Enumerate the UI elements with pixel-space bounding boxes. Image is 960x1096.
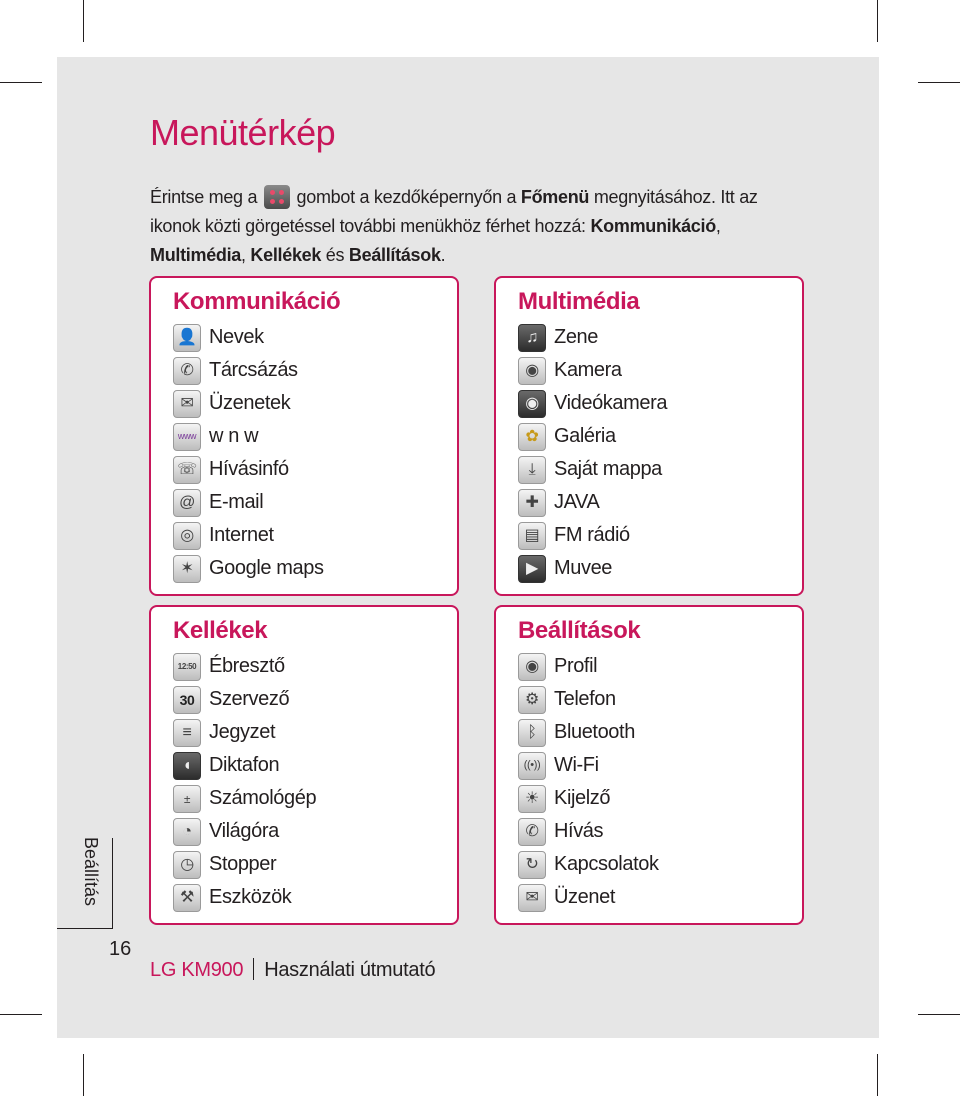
menu-item-eszkozok[interactable] — [173, 881, 316, 914]
download-folder-icon: ⤓ — [518, 456, 546, 484]
menu-item-label: Kamera — [554, 359, 622, 381]
menu-item-internet[interactable] — [173, 519, 324, 552]
intro-text: gombot a kezdőképernyőn a — [291, 187, 521, 207]
play-icon: ▶ — [518, 555, 546, 583]
menu-item-wnw[interactable] — [173, 420, 324, 453]
page-number: 16 — [109, 938, 132, 960]
menu-item-label: Zene — [554, 326, 598, 348]
menu-item-label: Kapcsolatok — [554, 853, 659, 875]
menu-item-label: Üzenet — [554, 886, 615, 908]
intro-text: , — [241, 245, 251, 265]
menu-item-label: Nevek — [209, 326, 264, 348]
calculator-icon: ± — [173, 785, 201, 813]
footer-brand: LG KM900 — [150, 959, 244, 981]
video-camera-icon: ◉ — [518, 390, 546, 418]
menu-item-label: Google maps — [209, 557, 324, 579]
menu-item-szervezo[interactable] — [173, 683, 316, 716]
intro-text: és — [321, 245, 349, 265]
menu-item-profil[interactable] — [518, 650, 659, 683]
flower-icon: ✿ — [518, 423, 546, 451]
wifi-icon: ((•)) — [518, 752, 546, 780]
tools-icon: ⚒ — [173, 884, 201, 912]
menu-item-java[interactable] — [518, 486, 667, 519]
world-clock-icon: ◔ — [173, 818, 201, 846]
menu-item-label: Profil — [554, 655, 598, 677]
menu-item-uzenetek[interactable] — [173, 387, 324, 420]
menu-item-sajat-mappa[interactable] — [518, 453, 667, 486]
stopwatch-icon: ◷ — [173, 851, 201, 879]
dialer-icon: ✆ — [173, 357, 201, 385]
footer — [150, 958, 435, 982]
menu-item-muvee[interactable] — [518, 552, 667, 585]
menu-item-zene[interactable] — [518, 321, 667, 354]
footer-separator — [253, 958, 254, 980]
call-log-icon: ☏ — [173, 456, 201, 484]
menu-item-label: FM rádió — [554, 524, 630, 546]
intro-text: megnyitásához. Itt az ikonok közti görgetéssel további menükhöz férhet hozzá: — [150, 187, 758, 236]
menu-item-label: Bluetooth — [554, 721, 635, 743]
brightness-icon: ☀ — [518, 785, 546, 813]
music-note-icon: ♫ — [518, 324, 546, 352]
menu-item-kijelzo[interactable] — [518, 782, 659, 815]
side-section-label: Beállítás — [81, 837, 101, 907]
menu-item-label: Világóra — [209, 820, 279, 842]
menu-item-label: Eszközök — [209, 886, 292, 908]
menu-item-label: Üzenetek — [209, 392, 291, 414]
envelope-icon: ✉ — [173, 390, 201, 418]
crop-mark — [83, 1054, 84, 1096]
menu-item-stopper[interactable] — [173, 848, 316, 881]
intro-bold: Kellékek — [250, 245, 322, 265]
menu-item-label: Ébresztő — [209, 655, 285, 677]
intro-bold: Beállítások — [348, 245, 441, 265]
footer-manual-title: Használati útmutató — [264, 959, 436, 981]
menu-item-label: Muvee — [554, 557, 613, 579]
menu-item-label: w n w — [209, 425, 259, 447]
section-title: Kommunikáció — [173, 288, 341, 315]
menu-item-label: Videókamera — [554, 392, 668, 414]
menu-item-google-maps[interactable] — [173, 552, 324, 585]
crop-mark — [877, 0, 878, 42]
crop-mark — [877, 1054, 878, 1096]
menu-item-vilagora[interactable] — [173, 815, 316, 848]
menu-item-label: Galéria — [554, 425, 616, 447]
side-divider — [112, 838, 113, 928]
radio-icon: ▤ — [518, 522, 546, 550]
crop-mark — [918, 1014, 960, 1015]
menu-item-label: Saját mappa — [554, 458, 662, 480]
intro-bold: Főmenü — [520, 187, 590, 207]
section-title: Beállítások — [518, 617, 641, 644]
speaker-icon: ◉ — [518, 653, 546, 681]
menu-item-kapcsolatok[interactable] — [518, 848, 659, 881]
menu-item-label: Stopper — [209, 853, 277, 875]
phone-handset-icon: ✆ — [518, 818, 546, 846]
alarm-clock-icon: 12:50 — [173, 653, 201, 681]
menu-item-telefon[interactable] — [518, 683, 659, 716]
main-menu-key-icon — [264, 185, 290, 209]
intro-bold: Kommunikáció — [590, 216, 716, 236]
section-multimedia — [494, 276, 804, 596]
page-title: Menütérkép — [150, 112, 336, 153]
section-title: Multimédia — [518, 288, 640, 315]
menu-item-hivasinfo[interactable] — [173, 453, 324, 486]
intro-text: Érintse meg a — [150, 187, 262, 207]
intro-text: , — [715, 216, 721, 236]
menu-item-videokamera[interactable] — [518, 387, 667, 420]
menu-item-galeria[interactable] — [518, 420, 667, 453]
intro-bold: Multimédia — [150, 245, 242, 265]
globe-icon: ◎ — [173, 522, 201, 550]
menu-item-label: Diktafon — [209, 754, 280, 776]
menu-item-wifi[interactable] — [518, 749, 659, 782]
menu-item-bluetooth[interactable] — [518, 716, 659, 749]
menu-item-label: E-mail — [209, 491, 264, 513]
sync-icon: ↻ — [518, 851, 546, 879]
menu-item-tarcsazas[interactable] — [173, 354, 324, 387]
crop-mark — [918, 82, 960, 83]
crop-mark — [0, 1014, 42, 1015]
crop-mark — [0, 82, 42, 83]
section-title: Kellékek — [173, 617, 268, 644]
menu-item-label: Hívásinfó — [209, 458, 289, 480]
menu-item-label: Kijelző — [554, 787, 611, 809]
contacts-icon: 👤 — [173, 324, 201, 352]
at-sign-icon: @ — [173, 489, 201, 517]
menu-item-label: Jegyzet — [209, 721, 276, 743]
menu-item-label: Szervező — [209, 688, 290, 710]
voice-recorder-icon: ◖ — [173, 752, 201, 780]
menu-item-label: Számológép — [209, 787, 317, 809]
menu-item-label: Wi-Fi — [554, 754, 599, 776]
menu-item-hivas[interactable] — [518, 815, 659, 848]
compass-icon: ✶ — [173, 555, 201, 583]
crop-mark — [83, 0, 84, 42]
notepad-icon: ≡ — [173, 719, 201, 747]
bluetooth-icon: ᛒ — [518, 719, 546, 747]
menu-item-diktafon[interactable] — [173, 749, 316, 782]
menu-item-jegyzet[interactable] — [173, 716, 316, 749]
gamepad-icon: ✚ — [518, 489, 546, 517]
menu-item-label: Internet — [209, 524, 274, 546]
menu-item-label: JAVA — [554, 491, 600, 513]
section-kommunikacio — [149, 276, 459, 596]
menu-item-label: Tárcsázás — [209, 359, 298, 381]
www-icon: www — [173, 423, 201, 451]
menu-item-fm-radio[interactable] — [518, 519, 667, 552]
envelope-icon: ✉ — [518, 884, 546, 912]
section-beallitasok — [494, 605, 804, 925]
menu-item-uzenet[interactable] — [518, 881, 659, 914]
calendar-icon: 30 — [173, 686, 201, 714]
side-divider — [57, 928, 113, 929]
intro-paragraph — [150, 183, 810, 270]
menu-item-label: Hívás — [554, 820, 604, 842]
menu-item-label: Telefon — [554, 688, 616, 710]
menu-item-ebreszto[interactable] — [173, 650, 316, 683]
intro-text: . — [440, 245, 446, 265]
menu-item-szamologep[interactable] — [173, 782, 316, 815]
camera-icon: ◉ — [518, 357, 546, 385]
section-kellekek — [149, 605, 459, 925]
gear-icon: ⚙ — [518, 686, 546, 714]
menu-item-nevek[interactable] — [173, 321, 324, 354]
menu-item-kamera[interactable] — [518, 354, 667, 387]
menu-item-email[interactable] — [173, 486, 324, 519]
